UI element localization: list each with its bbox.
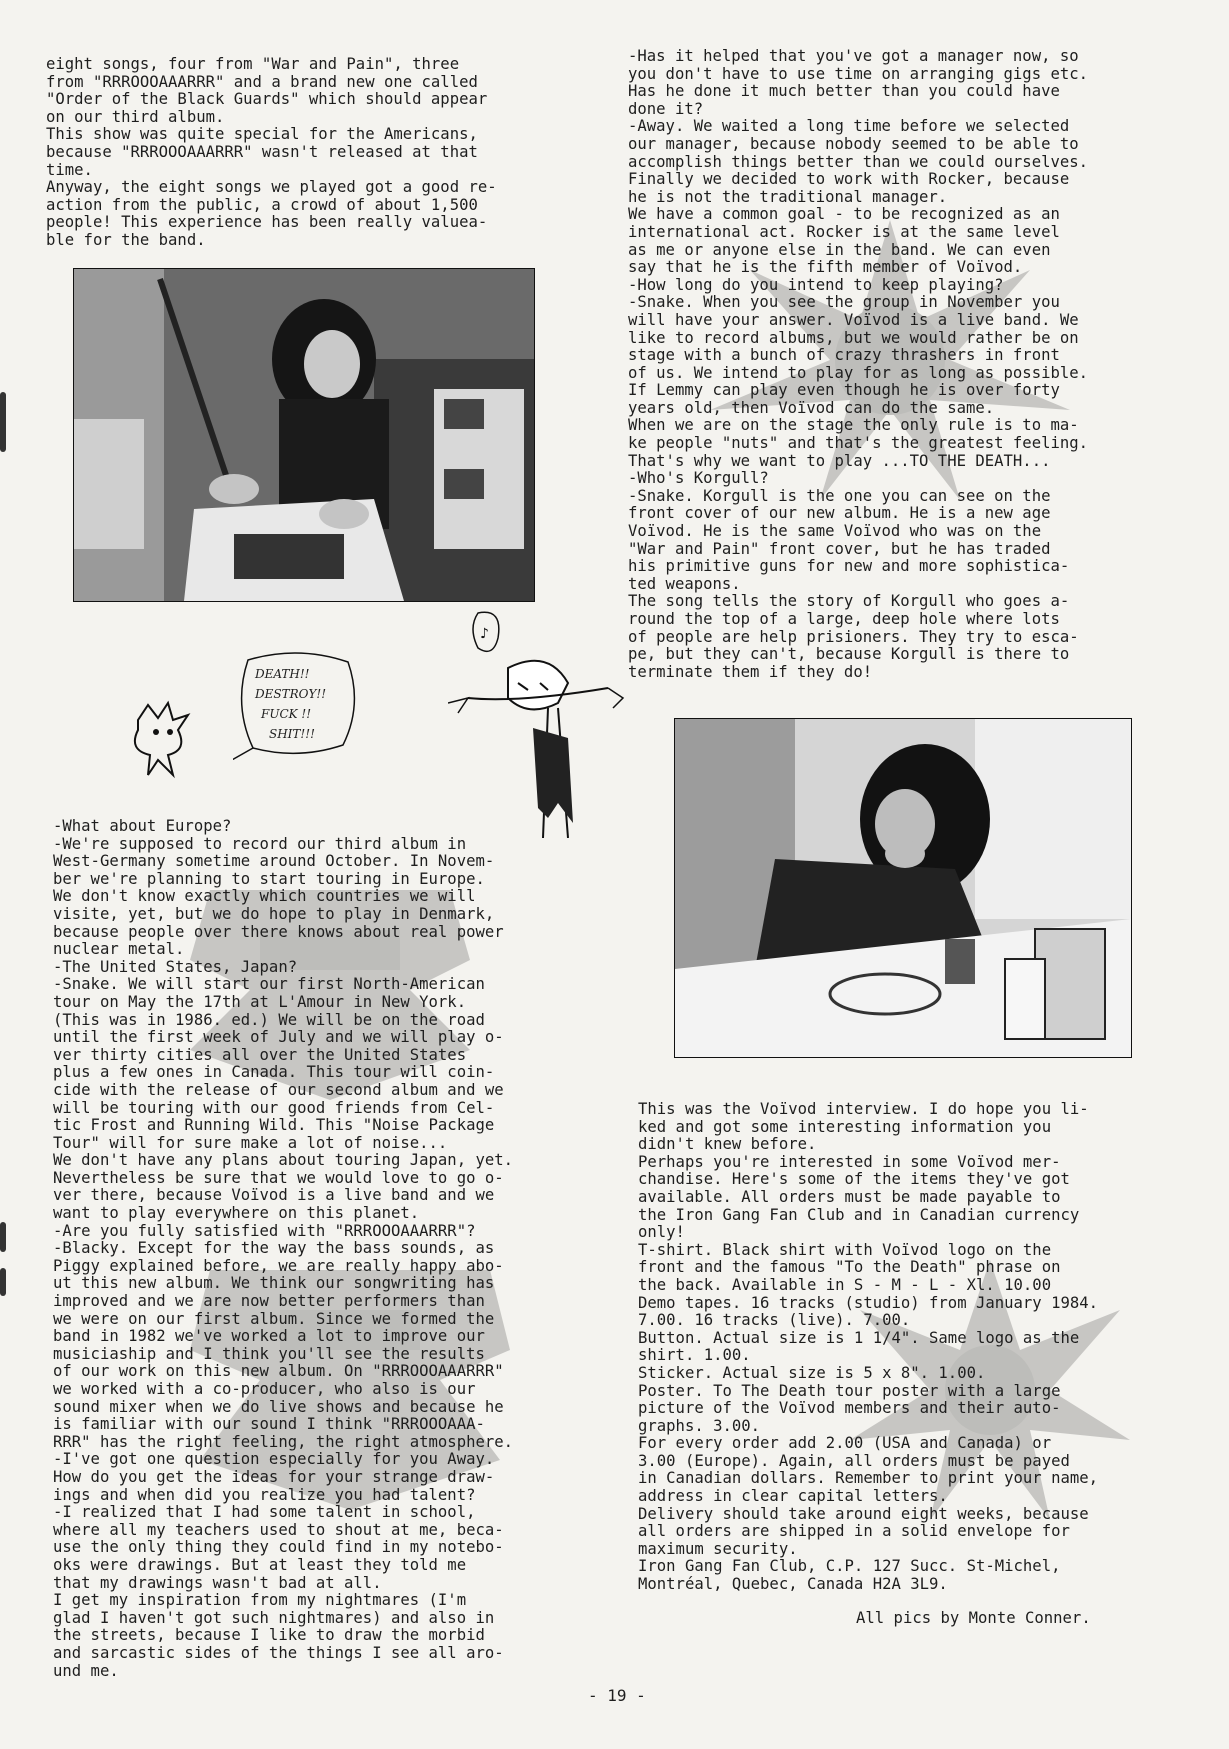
page-number: - 19 -	[588, 1686, 646, 1705]
text-line: -What about Europe?	[53, 817, 232, 835]
text-line: -The United States, Japan?	[53, 957, 298, 976]
text-line: use the only thing they could find in my notebo-	[53, 1538, 504, 1557]
text-line: Anyway, the eight songs we played got a good re-	[46, 178, 497, 197]
svg-text:♪: ♪	[480, 626, 489, 642]
text-line: Demo tapes. 16 tracks (studio) from January 1984.	[638, 1293, 1099, 1312]
text-line: that my drawings wasn't bad at all.	[53, 1573, 382, 1592]
binder-hole-mark	[0, 1268, 6, 1296]
text-line: oks were drawings. But at least they told me	[53, 1555, 467, 1574]
text-line: of our work on this new album. On "RRROOOAAARRR"	[53, 1362, 504, 1381]
text-line: international act. Rocker is at the same level	[628, 222, 1060, 241]
text-line: action from the public, a crowd of about 1,500	[46, 195, 478, 214]
text-line: all orders are shipped in a solid envelope for	[638, 1522, 1070, 1541]
text-line: 3.00 (Europe). Again, all orders must be payed	[638, 1451, 1070, 1470]
text-line: because people over there knows about real power	[53, 922, 504, 941]
text-line: didn't knew before.	[638, 1135, 817, 1154]
text-line: If Lemmy can play even though he is over forty	[628, 381, 1060, 400]
text-line: ut this new album. We think our songwriting has	[53, 1274, 495, 1293]
text-line: -We're supposed to record our third album in	[53, 834, 467, 853]
text-line: accomplish things better than we could ourselves.	[628, 152, 1089, 171]
text-line: you don't have to use time on arranging gigs etc.	[628, 64, 1089, 83]
text-line: That's why we want to play ...TO THE DEATH...	[628, 451, 1051, 470]
band-photo-shirt	[73, 268, 535, 602]
text-line: ked and got some interesting information you	[638, 1117, 1052, 1136]
text-line: Delivery should take around eight weeks, because	[638, 1504, 1089, 1523]
text-line: available. All orders must be made payable to	[638, 1187, 1061, 1206]
text-line: T-shirt. Black shirt with Voïvod logo on the	[638, 1240, 1052, 1259]
text-line: 7.00. 16 tracks (live). 7.00.	[638, 1311, 911, 1330]
text-line: -How long do you intend to keep playing?	[628, 275, 1004, 294]
text-line: Montréal, Quebec, Canada H2A 3L9.	[638, 1575, 948, 1594]
text-line: When we are on the stage the only rule is to ma-	[628, 416, 1079, 435]
article-text-right-bottom	[638, 1101, 1178, 1594]
text-line: ings and when did you realize you had talent?	[53, 1485, 476, 1504]
skull-scarecrow-doodle-icon	[448, 608, 628, 838]
text-line: of us. We intend to play for as long as possible.	[628, 363, 1089, 382]
text-line: West-Germany sometime around October. In Novem-	[53, 852, 495, 871]
text-line: plus a few ones in Canada. This tour will coin-	[53, 1063, 495, 1082]
binder-hole-mark	[0, 392, 6, 452]
text-line: Poster. To The Death tour poster with a large	[638, 1381, 1061, 1400]
text-line: -Away. We waited a long time before we selected	[628, 117, 1070, 136]
text-line: ver there, because Voïvod is a live band and we	[53, 1186, 495, 1205]
text-line: picture of the Voïvod members and their auto-	[638, 1399, 1061, 1418]
text-line: ble for the band.	[46, 230, 206, 249]
text-line: -Snake. When you see the group in November you	[628, 293, 1060, 312]
text-line: we worked with a co-producer, who also is our	[53, 1380, 476, 1398]
text-line: maximum security.	[638, 1539, 798, 1558]
text-line: ber we're planning to start touring in Europe.	[53, 869, 485, 888]
doodle-speech-line: FUCK !!	[261, 707, 312, 721]
text-line: terminate them if they do!	[628, 662, 873, 681]
text-line: Nevertheless be sure that we would love to go o-	[53, 1168, 504, 1187]
text-line: in Canadian dollars. Remember to print your name,	[638, 1469, 1099, 1488]
text-line: "War and Pain" front cover, but he has traded	[628, 539, 1051, 558]
text-line: Sticker. Actual size is 5 x 8". 1.00.	[638, 1363, 986, 1382]
text-line: people! This experience has been really valuea-	[46, 213, 488, 232]
creature-doodle-icon	[118, 700, 208, 780]
text-line: address in clear capital letters.	[638, 1487, 948, 1506]
text-line: Iron Gang Fan Club, C.P. 127 Succ. St-Michel,	[638, 1557, 1061, 1576]
band-photo-eating	[674, 718, 1132, 1058]
text-line: want to play everywhere on this planet.	[53, 1204, 420, 1223]
text-line: Perhaps you're interested in some Voïvod mer-	[638, 1152, 1061, 1171]
text-line: glad I haven't got such nightmares) and also in	[53, 1608, 495, 1627]
article-text-left-top	[46, 56, 566, 250]
text-line: ted weapons.	[628, 574, 741, 593]
text-line: eight songs, four from "War and Pain", three	[46, 55, 460, 73]
text-line: because "RRROOOAAARRR" wasn't released at that	[46, 142, 478, 161]
text-line: tic Frost and Running Wild. This "Noise Package	[53, 1116, 495, 1135]
text-line: front cover of our new album. He is a new age	[628, 504, 1051, 523]
text-line: tour on May the 17th at L'Amour in New York.	[53, 992, 467, 1011]
text-line: band in 1982 we've worked a lot to improve our	[53, 1327, 485, 1346]
text-line: we were on our first album. Since we formed the	[53, 1309, 495, 1328]
text-line: ke people "nuts" and that's the greatest feeling.	[628, 434, 1089, 453]
text-line: like to record albums, but we would rather be on	[628, 328, 1079, 347]
text-line: chandise. Here's some of the items they've got	[638, 1170, 1070, 1189]
text-line: stage with a bunch of crazy thrashers in front	[628, 346, 1060, 365]
text-line: musiciaship and I think you'll see the results	[53, 1344, 485, 1363]
speech-bubble-doodle	[233, 650, 363, 760]
text-line: Button. Actual size is 1 1/4". Same logo as the	[638, 1328, 1080, 1347]
text-line: How do you get the ideas for your strange draw-	[53, 1467, 495, 1486]
text-line: Piggy explained before, we are really happy abo-	[53, 1256, 504, 1275]
text-line: sound mixer when we do live shows and because he	[53, 1397, 504, 1416]
text-line: years old, then Voïvod can do the same.	[628, 398, 995, 417]
text-line: front and the famous "To the Death" phrase on	[638, 1258, 1061, 1277]
text-line: We don't have any plans about touring Japan, yet.	[53, 1151, 514, 1170]
text-line: "Order of the Black Guards" which should appear	[46, 90, 488, 109]
text-line: the streets, because I like to draw the morbid	[53, 1626, 485, 1645]
text-line: Voïvod. He is the same Voïvod who was on the	[628, 522, 1042, 541]
text-line: graphs. 3.00.	[638, 1416, 761, 1435]
text-line: of people are help prisioners. They try to esca-	[628, 627, 1079, 646]
doodle-speech-line: DESTROY!!	[255, 687, 327, 701]
text-line: is familiar with our sound I think "RRROOOAAA-	[53, 1415, 485, 1434]
article-text-left-bottom	[53, 818, 593, 1680]
text-line: We have a common goal - to be recognized as an	[628, 205, 1060, 224]
text-line: the back. Available in S - M - L - Xl. 10.00	[638, 1275, 1052, 1294]
binder-hole-mark	[0, 1222, 6, 1252]
text-line: on our third album.	[46, 107, 225, 126]
text-line: For every order add 2.00 (USA and Canada) or	[638, 1434, 1052, 1453]
text-line: I get my inspiration from my nightmares (I'm	[53, 1591, 467, 1610]
text-line: shirt. 1.00.	[638, 1346, 751, 1365]
text-line: until the first week of July and we will play o-	[53, 1028, 504, 1047]
text-line: he is not the traditional manager.	[628, 187, 948, 206]
text-line: pe, but they can't, because Korgull is there to	[628, 645, 1070, 664]
text-line: visite, yet, but we do hope to play in Denmark,	[53, 904, 495, 923]
text-line: from "RRROOOAAARRR" and a brand new one called	[46, 72, 478, 91]
doodle-speech-line: DEATH!!	[255, 667, 310, 681]
text-line: This show was quite special for the Americans,	[46, 125, 478, 144]
text-line: We don't know exactly which countries we will	[53, 887, 476, 906]
text-line: nuclear metal.	[53, 940, 185, 959]
text-line: -Snake. We will start our first North-American	[53, 975, 485, 994]
text-line: as me or anyone else in the band. We can even	[628, 240, 1051, 259]
text-line: done it?	[628, 99, 704, 118]
text-line: our manager, because nobody seemed to be able to	[628, 134, 1079, 153]
text-line: -Who's Korgull?	[628, 469, 769, 488]
text-line: (This was in 1986. ed.) We will be on the road	[53, 1010, 485, 1029]
article-text-right-top	[628, 48, 1168, 681]
text-line: improved and we are now better performers than	[53, 1292, 485, 1311]
text-line: Finally we decided to work with Rocker, because	[628, 170, 1070, 189]
text-line: will have your answer. Voïvod is a live band. We	[628, 310, 1079, 329]
text-line: -Snake. Korgull is the one you can see on the	[628, 486, 1051, 505]
text-line: The song tells the story of Korgull who goes a-	[628, 592, 1070, 611]
text-line: Has he done it much better than you could have	[628, 82, 1060, 101]
text-line: -I've got one question especially for you Away.	[53, 1450, 495, 1469]
text-line: where all my teachers used to shout at me, beca-	[53, 1520, 504, 1539]
text-line: This was the Voïvod interview. I do hope you li-	[638, 1100, 1089, 1118]
photo-credit: All pics by Monte Conner.	[856, 1609, 1091, 1627]
text-line: time.	[46, 160, 93, 179]
text-line: Tour" will for sure make a lot of noise...	[53, 1133, 448, 1152]
text-line: -I realized that I had some talent in school,	[53, 1503, 476, 1522]
text-line: only!	[638, 1223, 685, 1242]
text-line: -Are you fully satisfied with "RRROOOAAARRR"?	[53, 1221, 476, 1240]
text-line: and sarcastic sides of the things I see all aro-	[53, 1643, 504, 1662]
text-line: RRR" has the right feeling, the right atmosphere.	[53, 1432, 514, 1451]
text-line: the Iron Gang Fan Club and in Canadian currency	[638, 1205, 1080, 1224]
text-line: ver thirty cities all over the United States	[53, 1045, 467, 1064]
text-line: his primitive guns for new and more sophistica-	[628, 557, 1070, 576]
text-line: will be touring with our good friends from Cel-	[53, 1098, 495, 1117]
text-line: say that he is the fifth member of Voïvod.	[628, 258, 1023, 277]
doodle-speech-line: SHIT!!!	[269, 727, 315, 741]
text-line: und me.	[53, 1661, 119, 1680]
text-line: -Has it helped that you've got a manager now, so	[628, 47, 1079, 65]
text-line: round the top of a large, deep hole where lots	[628, 610, 1060, 628]
text-line: cide with the release of our second album and we	[53, 1080, 504, 1099]
text-line: -Blacky. Except for the way the bass sounds, as	[53, 1239, 495, 1258]
